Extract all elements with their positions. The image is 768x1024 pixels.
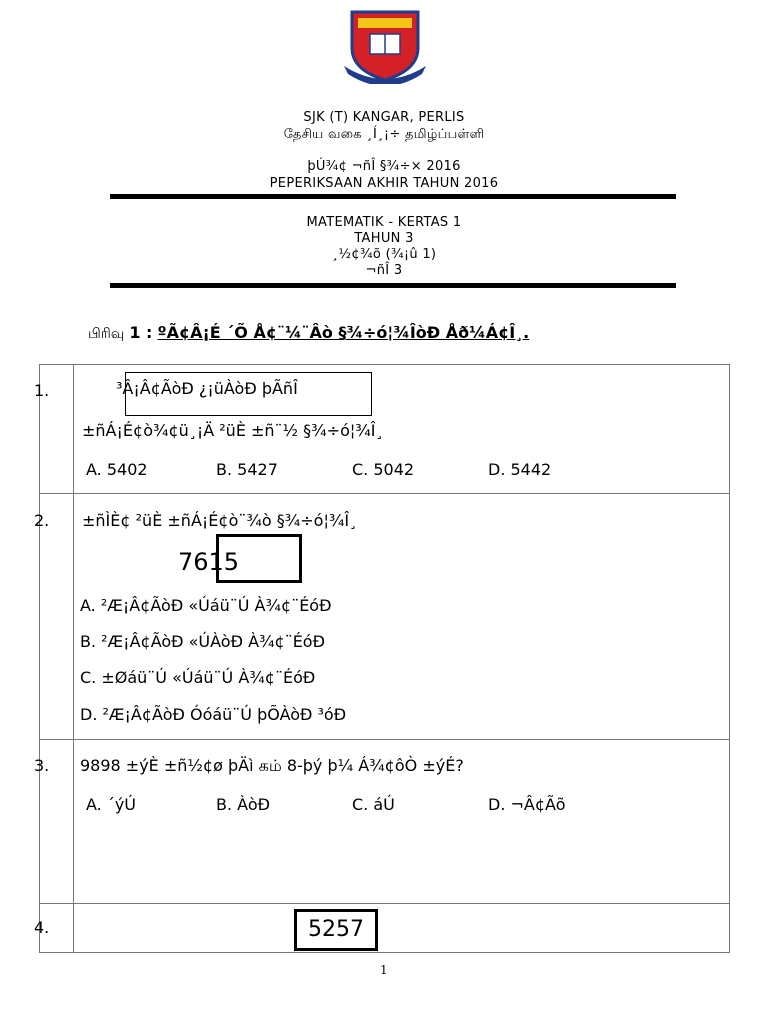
school-name-tamil: தேசிய வகை ¸Í¸¡÷ தமிழ்ப்பள்ளி <box>283 127 485 142</box>
section-instruction: ºÃ¢Â¡É ´Õ Å¢¨¼¨Âò §¾÷ó¦¾ÎòÐ Åð¼Á¢Î¸. <box>157 323 530 342</box>
option-a: A. ²Æ¡Â¢ÃòÐ «Úáü¨Ú À¾¢¨ÉóÐ <box>80 596 332 615</box>
school-crest-logo <box>340 8 430 84</box>
question-2-number-display: 7615 <box>178 548 240 576</box>
row-divider-2 <box>39 739 730 740</box>
question-4-number-display: 5257 <box>308 917 364 942</box>
header-rule-bottom <box>110 283 676 288</box>
section-heading <box>88 323 529 344</box>
table-border-left <box>39 364 40 953</box>
section-prefix: பிரிவு <box>88 326 125 342</box>
option-b: B. 5427 <box>216 460 278 479</box>
table-border-top <box>39 364 730 365</box>
year-title: TAHUN 3 <box>354 231 414 246</box>
option-d: D. 5442 <box>488 460 552 479</box>
row-divider-3 <box>39 903 730 904</box>
exam-title-garbled: þÚ¾¢ ¬ñÎ §¾÷× 2016 <box>307 159 461 174</box>
year-title-garbled: ¬ñÎ 3 <box>365 263 403 278</box>
option-a: A. 5402 <box>86 460 148 479</box>
question-1-boxed-prompt: ³Â¡Â¢ÃòÐ ¿¡üÀòÐ þÃñÎ <box>116 379 298 398</box>
school-name: SJK (T) KANGAR, PERLIS <box>303 110 465 125</box>
column-divider <box>73 364 74 953</box>
subject-title: MATEMATIK - KERTAS 1 <box>306 215 462 230</box>
table-border-right <box>729 364 730 953</box>
question-number: 1. <box>34 381 50 400</box>
page-number: 1 <box>380 963 388 977</box>
question-2-prompt: ±ñÌÈ¢ ²üÈ ±ñÁ¡É¢ò¨¾ò §¾÷ó¦¾Î¸ <box>82 511 358 530</box>
section-number: 1 : <box>129 323 153 342</box>
option-a: A. ´ýÚ <box>86 795 137 814</box>
option-d: D. ¬Â¢Ãõ <box>488 795 566 814</box>
option-c: C. 5042 <box>352 460 415 479</box>
option-b: B. ÀòÐ <box>216 795 270 814</box>
subject-title-garbled: ¸½¢¾õ (¾¡û 1) <box>331 247 437 262</box>
option-c: C. ±Øáü¨Ú «Úáü¨Ú À¾¢¨ÉóÐ <box>80 668 316 687</box>
question-number: 4. <box>34 918 50 937</box>
question-number: 3. <box>34 756 50 775</box>
option-c: C. áÚ <box>352 795 395 814</box>
option-b: B. ²Æ¡Â¢ÃòÐ «ÚÀòÐ À¾¢¨ÉóÐ <box>80 632 325 651</box>
option-d: D. ²Æ¡Â¢ÃòÐ Óóáü¨Ú þÕÀòÐ ³óÐ <box>80 705 347 724</box>
question-1-prompt: ±ñÁ¡É¢ò¾¢ü¸¡Ä ²üÈ ±ñ¨½ §¾÷ó¦¾Î¸ <box>82 421 384 440</box>
header-rule-top <box>110 194 676 199</box>
question-number: 2. <box>34 511 50 530</box>
table-border-bottom <box>39 952 730 953</box>
row-divider-1 <box>39 493 730 494</box>
question-2-digit-box <box>216 534 302 583</box>
question-3-prompt: 9898 ±ýÈ ±ñ½¢ø þÄì கம் 8-þý þ¼ Á¾¢ôÒ ±ýÉ? <box>80 756 464 775</box>
exam-title: PEPERIKSAAN AKHIR TAHUN 2016 <box>269 176 499 191</box>
